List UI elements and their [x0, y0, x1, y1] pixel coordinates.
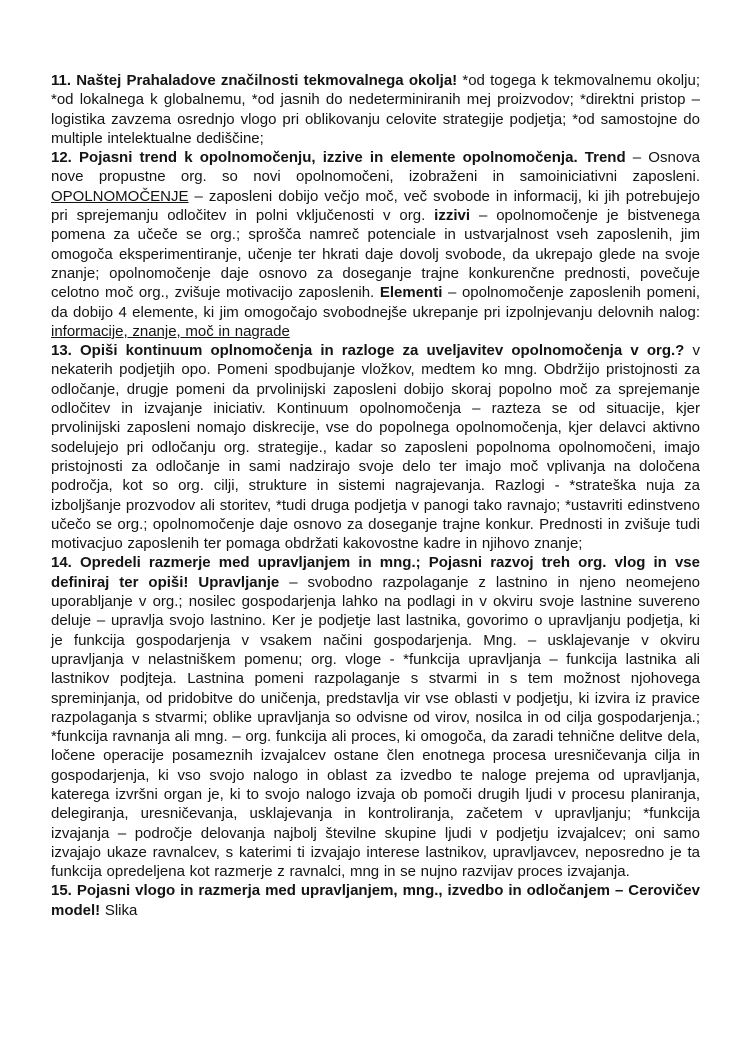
question-13-title: 13. Opiši kontinuum oplnomočenja in razloge za uveljavitev opolnomočenja v org.? — [51, 342, 685, 360]
keyword-izzivi: izzivi — [434, 207, 471, 225]
qa-item-14 — [51, 553, 700, 881]
answer-11-text: *od togega k tekmovalnemu okolju; *od lokalnega k globalnemu, *od jasnih do nedeterminiranih mej proizvodov; *direktni pristop – logistika zavzema osrednjo vlogo pri oblikovanju celovite strategije podjetja; *od samostojne do multiple intelektualne dediščine; — [51, 72, 700, 147]
qa-item-11 — [51, 71, 700, 148]
answer-12-izzivi-text: – opolnomočenje je bistvenega pomena za učeče se org.; sprošča namreč potenciale in ustvarjalnost vseh zaposlenih, jim omogoča eksperimentiranje, učenje ter hkrati daje dovolj svobode, da ukrepajo glede na svoje znanje; opolnomočenje daje osnovo za doseganje trajne konkurenčne prednosti, povečuje celotno moč org., zvišuje motivacijo zaposlenih. — [51, 207, 701, 302]
answer-12-elementi-text: – opolnomočenje zaposlenih pomeni, da dobijo 4 elemente, ki jim omogočajo svobodnejše ukrepanje pri izpolnjevanju delovnih nalog: — [51, 284, 700, 321]
elements-list-underlined: informacije, znanje, moč in nagrade — [51, 322, 290, 340]
question-12-title: 12. Pojasni trend k opolnomočenju, izzive in elemente opolnomočenja. Trend — [51, 149, 626, 167]
answer-14-text: – svobodno razpolaganje z lastnino in njeno neomejeno uporabljanje v org.; nosilec gospodarjenja lahko na podlagi in v okviru svoje lastnine suvereno deluje – upravlja svojo lastnino. Ker je podjetje last lastnika, govorimo o upravljanju podjetja, ki je funkcija gospodarjenja v vsakem načini gospodarjenja. Mng. – usklajevanje v okviru upravljanja v nelastniškem pomenu; org. vloge - *funkcija upravljanja – funkcija lastnika ali lastnikov podjteja. Lastnina pomeni razpolaganje s stvarmi in s tem možnost njohovega spreminjanja, od pridobitve do uničenja, predstavlja vir vse oblasti v podjetju, ki izvira iz pravice razpolaganja s stvarmi; oblike upravljanja so odvisne od virov, nosilca in od cilja gospodarjenja.; *funkcija ravnanja ali mng. – org. funkcija ali proces, ki omogoča, da zaradi tehnične delitve dela, ločene operacije posameznih izvajalcev ostane člen enotnega procesa uresničevanja cilja in gospodarjenja, ki vso svojo nalogo in oblast za izvedbo te naloge prejema od upravljanja, katerega izvršni organ je, ki to svojo nalogo izvaja ob pomoči drugih ljudi v procesu planiranja, delegiranja, uresničevanja, usklajevanja in kontroliranja, začetem v upravljanju; *funkcija izvajanja – področje delovanja najbolj številne skupine ljudi v podjetju izvajalcev; oni samo izvajajo ukaze ravnalcev, s katerimi ti izvajajo interese lastnikov, upravljavcev, neposredno je ta funkcija opredeljena kot razmerje z ravnalci, mng in se nujno razvijav proces izvajanja. — [51, 573, 701, 881]
keyword-opolnomocenje-underlined: OPOLNOMOČENJE — [51, 187, 189, 205]
answer-12-opolnomocenje-text: – zaposleni dobijo večjo moč, več svobode in informacij, ki jih potrebujejo pri sprejemanju odločitev in polni vključenosti v org. — [51, 187, 700, 225]
qa-item-13 — [51, 341, 700, 553]
question-15-title: 15. Pojasni vlogo in razmerja med upravljanjem, mng., izvedbo in odločanjem – Cerovičev model! — [51, 882, 700, 919]
answer-15-slika-text: Slika — [100, 901, 138, 919]
answer-12-trend-text: – Osnova nove propustne org. so novi opolnomočeni, izobraženi in samoiniciativni zaposleni. — [51, 149, 700, 186]
question-14-title: 14. Opredeli razmerje med upravljanjem in mng.; Pojasni razvoj treh org. vlog in vse definiraj ter opiši! Upravljanje — [51, 554, 700, 591]
qa-item-15 — [51, 881, 700, 920]
qa-item-12 — [51, 148, 700, 341]
keyword-elementi: Elementi — [379, 284, 443, 302]
question-11-title: 11. Naštej Prahaladove značilnosti tekmovalnega okolja! — [51, 72, 458, 89]
answer-13-text: v nekaterih podjetjih opo. Pomeni spodbujanje vložkov, medtem ko mng. Obdržijo pristojnosti za odločanje, drugje pomeni da prvolinijski zaposleni dobijo skoraj popolno moč za sprejemanje odločitev in izvajanje iniciativ. Kontinuum opolnomočenja – razteza se od situacije, kjer prvolinijski zaposleni nomajo diskrecije, vse do popolnega opolnomočenja, kjer delavci aktivno sodelujejo pri odločanju org. strategije., kadar so zaposleni popolnoma opolnomočeni, imajo pristojnosti za odločanje in sami nadzirajo svoje delo ter imajo moč vplivanja na določena področja, kot so org. cilji, strukture in sistemi nagrajevanja. Razlogi - *strateška nuja za izboljšanje prozvodov ali storitev, *tudi druga podjetja v panogi tako ravnajo; *ustavriti edinstveno učečo se org.; opolnomočenje daje osnovo za doseganje trajne konkur. Prednosti in zvišuje tudi motivacjuo zaposlenih ter pomaga obdržati kakovostne kadre in njihovo znanje; — [51, 342, 701, 553]
